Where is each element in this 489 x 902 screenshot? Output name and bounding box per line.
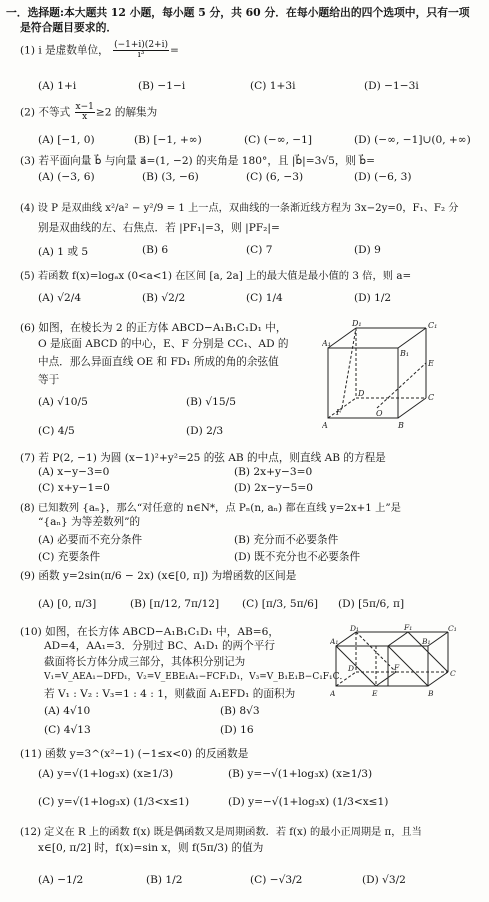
option-d: (D) √3/2 (362, 874, 406, 886)
options-10-row2 (44, 724, 254, 736)
option-d: (D) [5π/6, π] (338, 598, 405, 610)
cuboid-edge (428, 672, 448, 686)
label: D₁ (350, 624, 360, 633)
question-12-line2: x∈[0, π/2] 时，f(x)=sin x，则 f(5π/3) 的值为 (38, 842, 264, 854)
option-c: (C) 4√13 (44, 724, 91, 736)
question-8 (20, 499, 401, 514)
question-stem: 若平面向量 b⃗ 与向量 a⃗=(1, −2) 的夹角是 180°，且 |b⃗|=3√5，则 b⃗= (38, 155, 375, 167)
question-stem: 设 P 是双曲线 x²/a² − y²/9 = 1 上一点，双曲线的一条渐近线方程为 3x−2y=0，F₁、F₂ 分 (37, 203, 459, 214)
figure-cube (322, 318, 442, 440)
option-a: (A) [−1, 0) (38, 134, 95, 146)
cuboid-diagram (330, 624, 460, 698)
option-a: (A) 必要而不充分条件 (38, 534, 143, 546)
question-stem: 如图，在棱长为 2 的正方体 ABCD−A₁B₁C₁D₁ 中， (38, 322, 287, 334)
label: A₁ (322, 339, 331, 348)
question-number: (3) (20, 155, 36, 167)
cube-edge (328, 328, 356, 348)
option-d: (D) y=−√(1+log₃x) (1/3<x≤1) (228, 796, 389, 808)
option-c: (C) (6, −3) (246, 171, 304, 183)
option-c: (C) 1/4 (246, 292, 283, 304)
question-number: (7) (20, 452, 36, 464)
option-a: (A) x−y−3=0 (38, 466, 110, 478)
options-9 (38, 598, 404, 610)
option-a: (A) 4√10 (44, 705, 91, 717)
label: F (394, 663, 400, 672)
label: B (428, 689, 434, 698)
question-6 (20, 320, 286, 335)
label: D (358, 389, 365, 398)
label: D₁ (352, 319, 362, 328)
question-stem: 函数 y=2sin(π/6 − 2x) (x∈[0, π]) 为增函数的区间是 (38, 570, 297, 582)
options-8-row1 (38, 532, 338, 547)
figure-cuboid (330, 624, 460, 698)
question-10-line2: AD=4，AA₁=3．分别过 BC、A₁D₁ 的两个平行 (44, 640, 275, 652)
label: B (398, 421, 404, 430)
question-11 (20, 746, 248, 761)
option-a: (A) 1+i (38, 80, 77, 92)
section-header-line1: 一．选择题:本大题共 12 小题，每小题 5 分，共 60 分．在每小题给出的四个选项中，只有一项 (6, 6, 470, 19)
question-number: (12) (20, 827, 41, 838)
options-6-row2 (38, 425, 223, 437)
options-12 (38, 874, 406, 886)
options-8-row2 (38, 549, 360, 564)
option-b: (B) √2/2 (142, 292, 186, 304)
question-number: (6) (20, 322, 36, 334)
option-b: (B) √15/5 (186, 396, 236, 408)
label: F₁ (404, 624, 413, 632)
option-d: (D) (−6, 3) (354, 171, 412, 183)
question-6-line3: 中点．那么异面直线 OE 和 FD₁ 所成的角的余弦值 (38, 356, 279, 368)
option-d: (D) 既不充分也不必要条件 (234, 551, 361, 563)
segment-oe (377, 363, 426, 408)
option-b: (B) (3, −6) (142, 171, 199, 183)
question-number: (4) (20, 203, 35, 214)
question-stem: i 是虚数单位， (38, 44, 109, 57)
question-10-line3: 截面将长方体分成三部分，其体积分别记为 (44, 656, 246, 668)
question-4-line2: 别是双曲线的左、右焦点．若 |PF₁|=3，则 |PF₂|= (38, 222, 280, 234)
options-4 (38, 244, 381, 259)
option-b: (B) 2x+y−3=0 (234, 466, 313, 478)
question-10 (20, 624, 279, 639)
option-b: (B) 8√3 (220, 705, 260, 717)
label: O (376, 409, 383, 418)
option-b: (B) 6 (142, 244, 169, 256)
question-8-line2: “{aₙ} 为等差数列”的 (38, 516, 141, 528)
options-10-row1 (44, 705, 260, 717)
cuboid-edge (428, 632, 448, 646)
question-stem: 不等式 (38, 106, 71, 119)
question-10-line4: V₁=V_AEA₁−DFD₁，V₂=V_EBE₁A₁−FCF₁D₁，V₃=V_B₁E₁B−C₁F₁C． (44, 672, 349, 682)
label: B₁ (422, 637, 431, 646)
label: D (348, 664, 355, 673)
option-b: (B) [π/12, 7π/12] (130, 598, 220, 610)
question-stem: 已知数列 {aₙ}，那么“对任意的 n∈N*，点 Pₙ(n, aₙ) 都在直线 y=2x+1 上”是 (37, 502, 401, 514)
question-number: (2) (20, 106, 36, 119)
option-b: (B) −1−i (138, 80, 186, 92)
options-7-row2 (38, 482, 313, 494)
options-1 (38, 80, 419, 92)
options-5 (38, 292, 391, 304)
question-4 (20, 199, 458, 214)
option-a: (A) √10/5 (38, 396, 88, 408)
label: C₁ (428, 321, 438, 330)
question-number: (11) (20, 748, 42, 760)
question-number: (9) (20, 570, 36, 582)
options-2 (38, 134, 471, 146)
question-3 (20, 153, 375, 168)
option-c: (C) 4/5 (38, 425, 75, 437)
options-6-row1 (38, 396, 236, 408)
label: A (330, 689, 336, 698)
label: A₁ (330, 637, 339, 646)
question-12 (20, 823, 422, 838)
section-header-line2: 是符合题目要求的． (20, 21, 118, 34)
cuboid-hidden-edge (336, 672, 356, 686)
option-b: (B) 充分而不必要条件 (234, 534, 339, 546)
question-6-line4: 等于 (38, 374, 60, 386)
question-1: (1) i 是虚数单位， $\frac{(-1+i)(2+i)}{\text{i³}}$ = (20, 40, 179, 60)
options-11-row2 (38, 796, 388, 808)
options-11-row1 (38, 768, 372, 780)
option-a: (A) −1/2 (38, 874, 84, 886)
option-d: (D) 2x−y−5=0 (234, 482, 313, 494)
question-stem: 若 P(2, −1) 为圆 (x−1)²+y²=25 的弦 AB 的中点，则直线 AB 的方程是 (38, 452, 386, 464)
label: B₁ (400, 349, 410, 358)
fraction: $\frac{x-1}{x}$ (75, 102, 94, 122)
option-a: (A) y=√(1+log₃x) (x≥1/3) (38, 768, 174, 780)
question-2: (2) 不等式 $\frac{x-1}{x}$ ≥2 的解集为 (20, 102, 158, 122)
label: C₁ (448, 624, 457, 633)
option-d: (D) 1/2 (354, 292, 392, 304)
option-c: (C) 1+3i (250, 80, 296, 92)
option-c: (C) −√3/2 (250, 874, 303, 886)
label: A (322, 421, 328, 430)
section-line (376, 672, 396, 686)
options-3 (38, 171, 412, 183)
question-5 (20, 267, 411, 282)
option-c: (C) [π/3, 5π/6] (242, 598, 319, 610)
cube-edge (398, 398, 426, 418)
label: E (372, 689, 378, 698)
option-b: (B) y=−√(1+log₃x) (x≥1/3) (228, 768, 373, 780)
option-a: (A) (−3, 6) (38, 171, 95, 183)
option-d: (D) −1−3i (364, 80, 419, 92)
question-7 (20, 450, 386, 465)
question-number: (8) (20, 502, 35, 514)
label: F (336, 408, 342, 417)
option-a: (A) √2/4 (38, 292, 82, 304)
question-stem: 定义在 R 上的函数 f(x) 既是偶函数又是周期函数．若 f(x) 的最小正周期是 π，且当 (44, 827, 422, 838)
cube-diagram (322, 318, 442, 440)
label: E (428, 359, 434, 368)
option-c: (C) y=√(1+log₃x) (1/3<x≤1) (38, 796, 190, 808)
option-c: (C) 充要条件 (38, 551, 101, 563)
option-b: (B) [−1, +∞) (134, 134, 202, 146)
label: C (450, 669, 456, 678)
option-d: (D) (−∞, −1]∪(0, +∞) (354, 134, 471, 146)
label: C (428, 393, 435, 402)
question-9 (20, 568, 296, 583)
option-d: (D) 16 (220, 724, 254, 736)
option-d: (D) 9 (354, 244, 381, 256)
option-b: (B) 1/2 (146, 874, 183, 886)
question-10-line5: 若 V₁ : V₂ : V₃=1 : 4 : 1，则截面 A₁EFD₁ 的面积为 (44, 688, 296, 700)
question-stem: 函数 y=3^(x²−1) (−1≤x<0) 的反函数是 (45, 748, 249, 760)
option-a: (A) 1 或 5 (38, 246, 89, 258)
option-c: (C) (−∞, −1] (244, 134, 313, 146)
question-number: (5) (20, 270, 35, 282)
cuboid-edge (336, 632, 356, 646)
cube-edge (398, 328, 426, 348)
question-6-line2: O 是底面 ABCD 的中心，E、F 分别是 CC₁、AD 的 (38, 338, 289, 350)
options-7-row1 (38, 466, 312, 478)
question-number: (10) (20, 626, 42, 638)
section-line (388, 632, 408, 646)
option-d: (D) 2/3 (186, 425, 224, 437)
option-c: (C) 7 (246, 244, 273, 256)
question-number: (1) (20, 44, 36, 57)
option-c: (C) x+y−1=0 (38, 482, 110, 494)
option-a: (A) [0, π/3] (38, 598, 97, 610)
fraction: $\frac{(-1+i)(2+i)}{\text{i³}}$ (114, 40, 168, 60)
question-stem: 如图，在长方体 ABCD−A₁B₁C₁D₁ 中，AB=6， (45, 626, 279, 638)
segment-fd1 (342, 328, 356, 408)
question-stem: 若函数 f(x)=logₐx (0<a<1) 在区间 [a, 2a] 上的最大值是最小值的 3 倍，则 a= (37, 270, 412, 282)
